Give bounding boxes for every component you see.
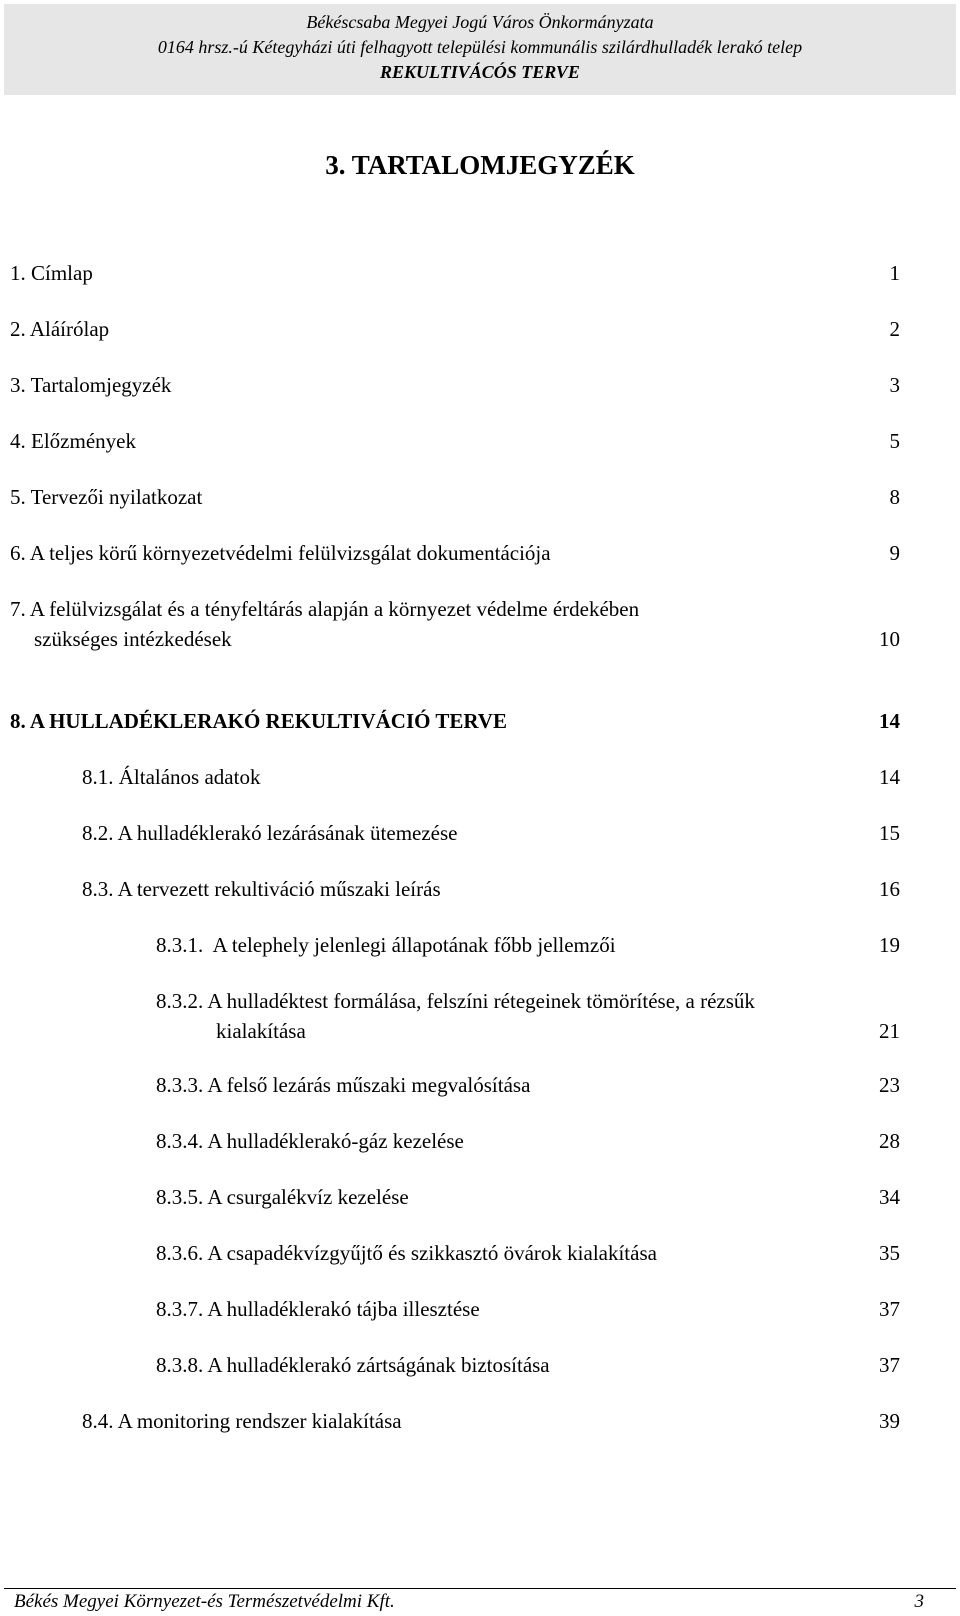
toc-entry-label-line-2: kialakítása bbox=[216, 1019, 306, 1043]
toc-entry[interactable] bbox=[10, 370, 900, 400]
toc-entry-page: 19 bbox=[879, 933, 900, 957]
toc-entry-label: 5. Tervezői nyilatkozat bbox=[10, 485, 203, 509]
toc-entry-label: 8.3.1. A telephely jelenlegi állapotának főbb jellemzői bbox=[156, 933, 616, 957]
toc-entry-label: 8. A HULLADÉKLERAKÓ REKULTIVÁCIÓ TERVE bbox=[10, 709, 507, 733]
toc-entry-label: 8.3.8. A hulladéklerakó zártságának biztosítása bbox=[156, 1353, 550, 1377]
toc-entry-page: 37 bbox=[879, 1353, 900, 1377]
toc-entry-page: 34 bbox=[879, 1185, 900, 1209]
toc-entry[interactable] bbox=[10, 426, 900, 456]
toc-entry[interactable] bbox=[82, 1406, 900, 1436]
toc-entry[interactable] bbox=[10, 314, 900, 344]
toc-entry-page: 35 bbox=[879, 1241, 900, 1265]
toc-entry[interactable] bbox=[156, 986, 900, 1046]
toc-entry-page: 5 bbox=[889, 429, 900, 453]
toc-entry[interactable] bbox=[156, 1070, 900, 1100]
toc-entry-label-line-1: 8.3.2. A hulladéktest formálása, felszíni rétegeinek tömörítése, a rézsűk bbox=[156, 989, 755, 1013]
footer-company: Békés Megyei Környezet-és Természetvédelmi Kft. bbox=[14, 1591, 395, 1612]
toc-entry[interactable] bbox=[82, 762, 900, 792]
toc-entry-page: 2 bbox=[889, 317, 900, 341]
toc-entry-label-line-1: 7. A felülvizsgálat és a tényfeltárás alapján a környezet védelme érdekében bbox=[10, 597, 640, 621]
toc-entry-page: 28 bbox=[879, 1129, 900, 1153]
toc-entry[interactable] bbox=[156, 1294, 900, 1324]
toc-entry-page: 14 bbox=[879, 709, 900, 733]
toc-entry-label: 8.3.6. A csapadékvízgyűjtő és szikkasztó övárok kialakítása bbox=[156, 1241, 657, 1265]
toc-entry-page: 23 bbox=[879, 1073, 900, 1097]
toc-entry-label: 8.3. A tervezett rekultiváció műszaki leírás bbox=[82, 877, 441, 901]
toc-entry-label: 8.3.3. A felső lezárás műszaki megvalósítása bbox=[156, 1073, 531, 1097]
toc-entry[interactable] bbox=[156, 1182, 900, 1212]
toc-entry[interactable] bbox=[10, 482, 900, 512]
toc-entry[interactable] bbox=[156, 1238, 900, 1268]
toc-entry-page: 39 bbox=[879, 1409, 900, 1433]
toc-entry-page: 14 bbox=[879, 765, 900, 789]
footer-page-number: 3 bbox=[914, 1591, 924, 1612]
toc-entry-label: 8.3.4. A hulladéklerakó-gáz kezelése bbox=[156, 1129, 464, 1153]
toc-entry-page: 16 bbox=[879, 877, 900, 901]
toc-entry[interactable] bbox=[156, 1350, 900, 1380]
header-line-3: REKULTIVÁCÓS TERVE bbox=[380, 62, 580, 82]
toc-entry-label: 6. A teljes körű környezetvédelmi felülvizsgálat dokumentációja bbox=[10, 541, 551, 565]
toc-entry-label: 8.3.7. A hulladéklerakó tájba illesztése bbox=[156, 1297, 480, 1321]
toc-entry-page: 10 bbox=[879, 627, 900, 651]
toc-entry-page: 3 bbox=[889, 373, 900, 397]
toc-entry-label: 8.2. A hulladéklerakó lezárásának ütemezése bbox=[82, 821, 458, 845]
page-footer bbox=[4, 1588, 956, 1616]
toc-entry[interactable] bbox=[156, 930, 900, 960]
toc-entry-label: 8.3.5. A csurgalékvíz kezelése bbox=[156, 1185, 409, 1209]
toc-entry-label: 8.1. Általános adatok bbox=[82, 765, 261, 789]
toc-entry-label: 4. Előzmények bbox=[10, 429, 136, 453]
page-header bbox=[4, 4, 956, 95]
toc-entry-page: 1 bbox=[889, 261, 900, 285]
toc-entry-page: 21 bbox=[879, 1019, 900, 1043]
toc-entry-label-line-2: szükséges intézkedések bbox=[34, 627, 232, 651]
toc-entry-label: 2. Aláírólap bbox=[10, 317, 110, 341]
toc-entry[interactable] bbox=[82, 874, 900, 904]
toc-entry[interactable] bbox=[82, 818, 900, 848]
page-title: 3. TARTALOMJEGYZÉK bbox=[325, 150, 635, 180]
toc-entry-page: 8 bbox=[889, 485, 900, 509]
toc-entry-page: 15 bbox=[879, 821, 900, 845]
toc-entry-label: 3. Tartalomjegyzék bbox=[10, 373, 172, 397]
header-line-1: Békéscsaba Megyei Jogú Város Önkormányzata bbox=[306, 12, 654, 32]
toc-entry[interactable] bbox=[10, 258, 900, 288]
toc-entry[interactable] bbox=[10, 706, 900, 736]
header-line-2: 0164 hrsz.-ú Kétegyházi úti felhagyott települési kommunális szilárdhulladék lerakó telep bbox=[157, 37, 803, 57]
toc-entry-label: 1. Címlap bbox=[10, 261, 93, 285]
toc-entry[interactable] bbox=[10, 538, 900, 568]
toc-entry-page: 37 bbox=[879, 1297, 900, 1321]
toc-entry[interactable] bbox=[10, 594, 900, 654]
toc-entry-label: 8.4. A monitoring rendszer kialakítása bbox=[82, 1409, 402, 1433]
toc-entry[interactable] bbox=[156, 1126, 900, 1156]
toc-entry-page: 9 bbox=[889, 541, 900, 565]
